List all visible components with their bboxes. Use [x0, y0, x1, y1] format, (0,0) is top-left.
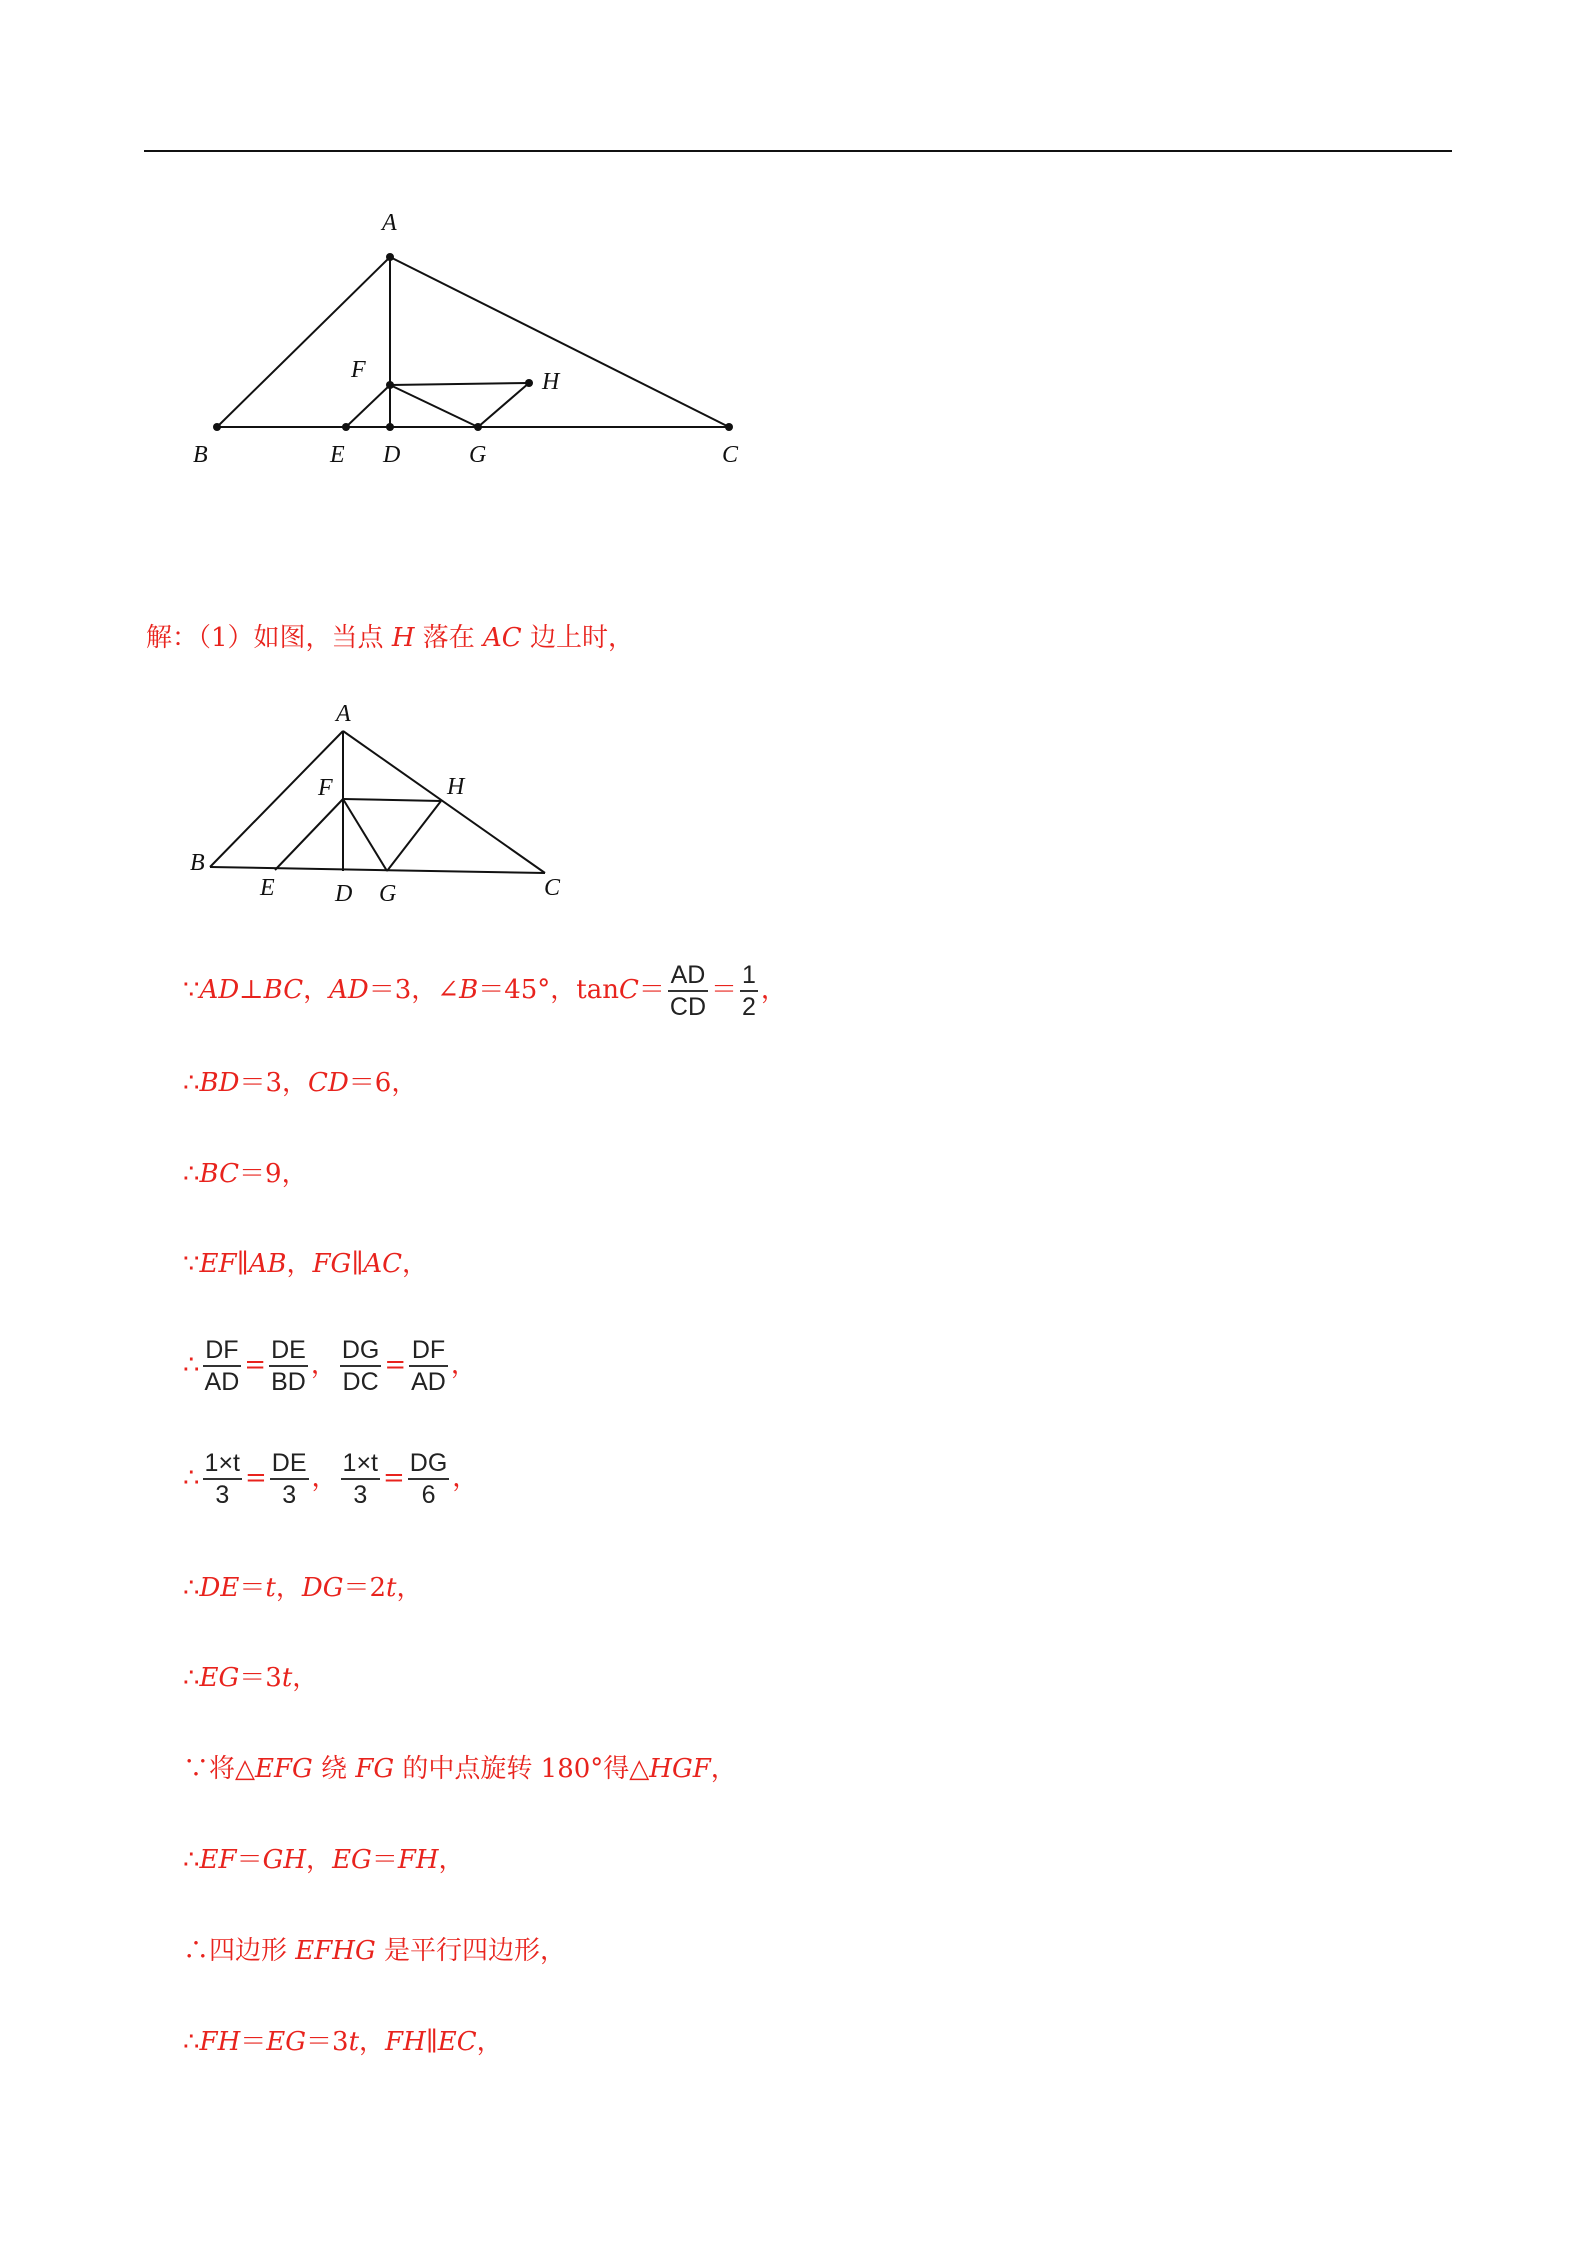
- var: B: [459, 975, 479, 1005]
- text: ＝: [240, 2027, 267, 2057]
- step-1: [183, 955, 787, 1025]
- segment-EF: [346, 385, 390, 427]
- text: ，: [452, 1463, 479, 1493]
- text: =: [245, 1463, 267, 1493]
- denominator: 3: [353, 1481, 368, 1509]
- step-9: [183, 1751, 737, 1787]
- text: ，: [402, 1249, 429, 1279]
- numerator: DE: [270, 1448, 309, 1480]
- step-12: [183, 2024, 503, 2060]
- segment-GH: [478, 383, 529, 427]
- var: AD: [329, 975, 369, 1005]
- denominator: 3: [215, 1481, 230, 1509]
- text: ，: [450, 1350, 477, 1380]
- denominator: 3: [282, 1481, 297, 1509]
- var: C: [618, 975, 639, 1005]
- text: ∴: [183, 1463, 200, 1493]
- point-E: [342, 423, 350, 431]
- solution-intro: [146, 620, 634, 656]
- numerator: AD: [668, 960, 708, 992]
- text: ＝: [236, 1845, 263, 1875]
- figure-1-diagram: [185, 205, 765, 480]
- text: ，: [396, 1573, 423, 1603]
- text: ，: [292, 1663, 319, 1693]
- text: 是平行四边形，: [375, 1936, 566, 1966]
- numerator: DF: [409, 1335, 448, 1367]
- var: H: [391, 623, 415, 653]
- text: ＝: [239, 1573, 266, 1603]
- text: ＝2: [343, 1573, 387, 1603]
- var: t: [348, 2027, 360, 2057]
- text: ∵将△: [183, 1754, 255, 1784]
- denominator: DC: [342, 1368, 379, 1396]
- fraction: [269, 1335, 308, 1397]
- var: AC: [363, 1249, 402, 1279]
- var: FG: [355, 1754, 395, 1784]
- label-E: E: [260, 875, 275, 901]
- text: ＝3: [239, 1663, 282, 1693]
- segment-AB: [217, 257, 390, 427]
- text: ，: [303, 975, 330, 1005]
- segment-BC: [210, 867, 545, 873]
- label-E: E: [330, 442, 345, 468]
- text: ＝3: [306, 2027, 349, 2057]
- text: =: [384, 1350, 407, 1380]
- step-4: [183, 1246, 428, 1282]
- segment-FG: [390, 385, 478, 427]
- var: t: [265, 1573, 276, 1603]
- var: BC: [263, 975, 304, 1005]
- denominator: 2: [742, 993, 756, 1021]
- var: AD: [199, 975, 240, 1005]
- var: EG: [266, 2027, 307, 2057]
- label-H: H: [542, 369, 560, 395]
- var: AC: [483, 623, 522, 653]
- text: ∴: [183, 1350, 200, 1380]
- var: DE: [199, 1573, 240, 1603]
- label-F: F: [351, 357, 366, 383]
- text: ，: [359, 2027, 386, 2057]
- step-10: [183, 1842, 465, 1878]
- text: ∵: [183, 975, 200, 1005]
- text: ∴: [183, 1845, 200, 1875]
- var: EF: [199, 1845, 237, 1875]
- var: DG: [301, 1573, 344, 1603]
- step-3: [183, 1156, 308, 1192]
- label-C: C: [722, 442, 739, 468]
- text: 的中点旋转 180°得△: [394, 1754, 650, 1784]
- text: ∴: [183, 1573, 200, 1603]
- step-7: [183, 1570, 423, 1606]
- fraction: [203, 1448, 242, 1510]
- label-C: C: [544, 875, 561, 901]
- numerator: 1: [740, 960, 758, 992]
- text: ＝45°，tan: [478, 975, 619, 1005]
- label-G: G: [379, 881, 397, 907]
- segment-FH: [390, 383, 529, 385]
- point-A: [386, 253, 394, 261]
- var: EFHG: [295, 1936, 376, 1966]
- var: t: [281, 1663, 293, 1693]
- step-11: [183, 1933, 566, 1969]
- figure-2-diagram: [180, 695, 580, 915]
- var: GH: [262, 1845, 307, 1875]
- text: 解：（1）如图，当点: [146, 623, 392, 653]
- point-B: [213, 423, 221, 431]
- label-B: B: [190, 850, 205, 876]
- segment-AC: [390, 257, 729, 427]
- var: EC: [437, 2027, 477, 2057]
- text: ，: [275, 1573, 302, 1603]
- text: ＝6，: [348, 1068, 418, 1098]
- text: ，: [310, 1350, 337, 1380]
- text: ，: [760, 975, 787, 1005]
- text: ，: [306, 1845, 333, 1875]
- step-8: [183, 1660, 318, 1696]
- denominator: AD: [204, 1368, 240, 1396]
- denominator: AD: [411, 1368, 446, 1396]
- numerator: 1×t: [203, 1448, 242, 1480]
- fraction: [270, 1448, 309, 1510]
- segment-AC: [343, 731, 545, 873]
- text: =: [244, 1350, 267, 1380]
- var: CD: [308, 1068, 349, 1098]
- text: 落在: [414, 623, 484, 653]
- step-6: [183, 1443, 478, 1513]
- var: FH: [199, 2027, 241, 2057]
- segment-FH: [343, 799, 441, 801]
- text: ＝3，: [239, 1068, 309, 1098]
- text: ＝: [711, 975, 738, 1005]
- text: ，: [311, 1463, 338, 1493]
- text: ＝: [371, 1845, 398, 1875]
- text: ＝3，∠: [368, 975, 460, 1005]
- text: ∥: [425, 2027, 438, 2057]
- text: ⊥: [239, 975, 264, 1005]
- fraction: [409, 1335, 448, 1397]
- header-rule: [144, 150, 1452, 152]
- segment-GH: [387, 801, 441, 871]
- text: =: [383, 1463, 405, 1493]
- text: ＝9，: [239, 1159, 308, 1189]
- fraction: [203, 1335, 242, 1397]
- var: EF: [199, 1249, 237, 1279]
- segment-FG: [343, 799, 387, 871]
- var: FH: [385, 2027, 426, 2057]
- numerator: DG: [340, 1335, 382, 1367]
- label-H: H: [447, 774, 465, 800]
- text: ∴四边形: [183, 1936, 296, 1966]
- point-F: [386, 381, 394, 389]
- label-F: F: [318, 775, 333, 801]
- var: EG: [199, 1663, 240, 1693]
- var: FG: [312, 1249, 352, 1279]
- fraction: [740, 960, 758, 1022]
- text: ，: [438, 1845, 465, 1875]
- text: ∥: [236, 1249, 249, 1279]
- label-A: A: [382, 210, 397, 236]
- text: ∴: [183, 1663, 200, 1693]
- text: ，: [286, 1249, 313, 1279]
- step-5: [183, 1330, 477, 1400]
- point-H: [525, 379, 533, 387]
- label-A: A: [336, 701, 351, 727]
- text: ∵: [183, 1249, 200, 1279]
- fraction: [408, 1448, 450, 1510]
- var: BC: [199, 1159, 240, 1189]
- var: t: [386, 1573, 397, 1603]
- fraction: [668, 960, 708, 1022]
- text: ∴: [183, 1068, 200, 1098]
- text: ∴: [183, 1159, 200, 1189]
- var: AB: [248, 1249, 287, 1279]
- numerator: DF: [203, 1335, 242, 1367]
- var: BD: [199, 1068, 240, 1098]
- segment-EF: [275, 799, 343, 870]
- var: HGF: [649, 1754, 711, 1784]
- point-G: [474, 423, 482, 431]
- point-C: [725, 423, 733, 431]
- text: ＝: [638, 975, 665, 1005]
- numerator: DE: [269, 1335, 308, 1367]
- numerator: 1×t: [341, 1448, 380, 1480]
- denominator: CD: [669, 993, 706, 1021]
- text: ，: [710, 1754, 737, 1784]
- var: EFG: [255, 1754, 313, 1784]
- text: 边上时，: [521, 623, 634, 653]
- label-D: D: [383, 442, 401, 468]
- text: ∴: [183, 2027, 200, 2057]
- fraction: [341, 1448, 380, 1510]
- var: FH: [397, 1845, 439, 1875]
- fraction: [340, 1335, 382, 1397]
- denominator: 6: [421, 1481, 436, 1509]
- label-G: G: [469, 442, 487, 468]
- text: ，: [476, 2027, 503, 2057]
- label-D: D: [335, 881, 353, 907]
- numerator: DG: [408, 1448, 450, 1480]
- label-B: B: [193, 442, 208, 468]
- denominator: BD: [271, 1368, 306, 1396]
- text: ∥: [351, 1249, 364, 1279]
- step-2: [183, 1065, 417, 1101]
- var: EG: [332, 1845, 372, 1875]
- point-D: [386, 423, 394, 431]
- text: 绕: [312, 1754, 356, 1784]
